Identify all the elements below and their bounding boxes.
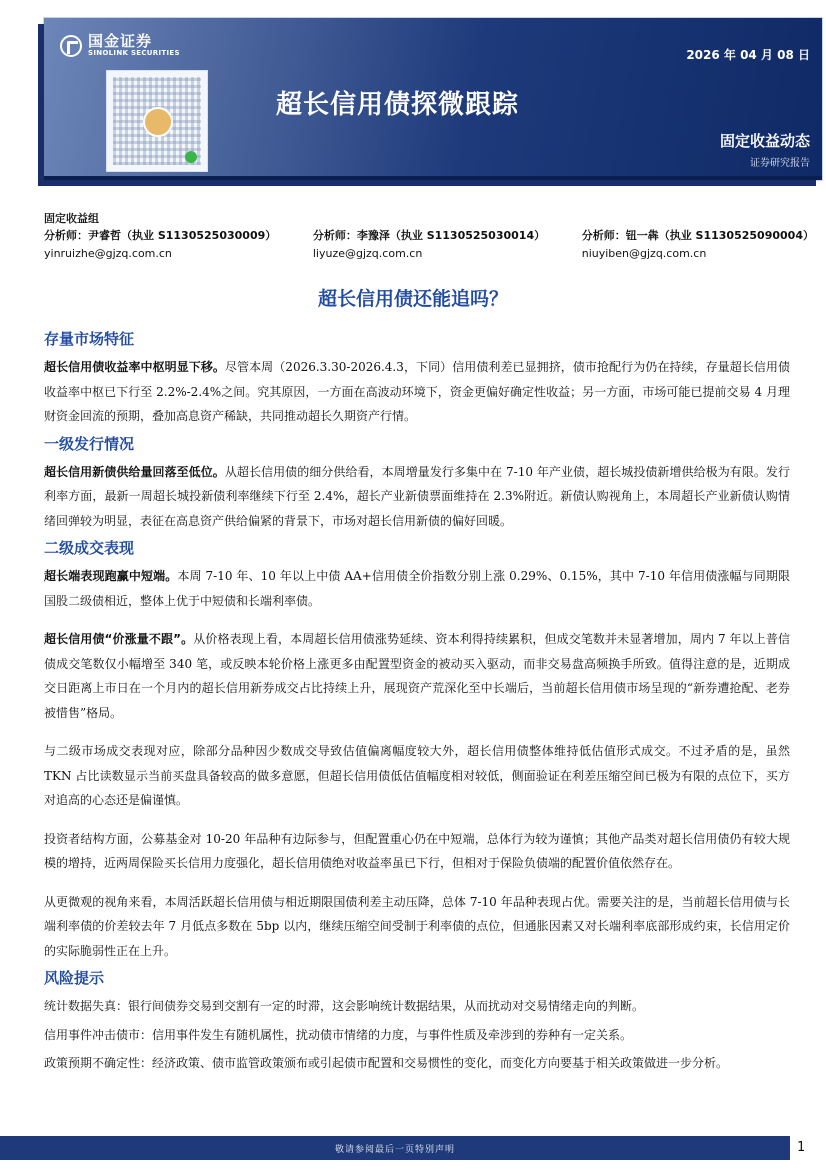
analyst-email[interactable]: liyuze@gjzq.com.cn [312, 247, 423, 260]
analyst-name: 分析师：尹睿哲（执业 S1130525030009） [44, 229, 277, 242]
report-date: 2026 年 04 月 08 日 [686, 48, 810, 62]
risk-item: 统计数据失真：银行间债券交易到交割有一定的时滞，这会影响统计数据结果，从而扰动对交易情绪走向的判断。 [44, 999, 645, 1013]
analyst-item [582, 227, 814, 260]
analyst-item [313, 227, 545, 260]
paragraph: 超长信用债收益率中枢明显下移。尽管本周（2026.3.30-2026.4.3，下同）信用债利差已显拥挤，债市抢配行为仍在持续，存量超长信用债收益率中枢已下行至 2.2%-2.4%之间。究其原因，一方面在高波动环境下，资金更偏好确定性收益；另一方面，市场可能已提前交易 4 月理财资金回流的预期，叠加高息资产稀缺，共同推动超长久期资产行情。 [44, 360, 790, 423]
analyst-name: 分析师：钮一犇（执业 S1130525090004） [581, 229, 814, 242]
report-type: 固定收益动态 [719, 132, 810, 150]
page-number: 1 [797, 1140, 806, 1155]
header-banner [44, 18, 822, 180]
qr-center-logo-icon [143, 107, 173, 137]
footer-disclaimer: 敬请参阅最后一页特别声明 [334, 1145, 455, 1155]
analyst-name: 分析师：李豫泽（执业 S1130525030014） [312, 229, 546, 242]
paragraph: 从更微观的视角来看，本周活跃超长信用债与相近期限国债利差主动压降，总体 7-10 年品种表现占优。需要关注的是，当前超长信用债与长端利率债的价差较去年 7 月低点多数在 5bp 以内，继续压缩空间受制于利率债的点位，但通胀因素又对长端利率底部形成约束，长信用定价的实际脆弱性正在上升。 [44, 894, 790, 958]
qr-code-icon [106, 70, 208, 172]
report-subtype: 证券研究报告 [750, 158, 810, 169]
section-heading-secondary: 二级成交表现 [44, 539, 135, 557]
analyst-email[interactable]: niuyiben@gjzq.com.cn [581, 247, 707, 260]
paragraph: 投资者结构方面，公募基金对 10-20 年品种有边际参与，但配置重心仍在中短端，总体行为较为谨慎；其他产品类对超长信用债仍有较大规模的增持，近两周保险买长信用力度强化，超长信用债绝对收益率虽已下行，但相对于保险负债端的配置价值依然存在。 [44, 831, 790, 870]
research-group: 固定收益组 [44, 212, 99, 225]
wechat-icon [185, 151, 197, 163]
paragraph-lead: 超长端表现跑赢中短端。 [44, 569, 178, 583]
paragraph-lead: 超长信用债“价涨量不跟”。 [44, 632, 194, 646]
logo-name-en: SINOLINK SECURITIES [88, 48, 180, 57]
risk-item: 政策预期不确定性：经济政策、债市监管政策颁布或引起债市配置和交易惯性的变化，而变化方向要基于相关政策做进一步分析。 [44, 1056, 729, 1070]
report-body [44, 328, 790, 1076]
paragraph-lead: 超长信用新债供给量回落至低位。 [44, 464, 225, 479]
banner-bottom-rule [44, 176, 822, 180]
paragraph-lead: 超长信用债收益率中枢明显下移。 [44, 360, 225, 374]
paragraph: 超长信用新债供给量回落至低位。从超长信用债的细分供给看，本周增量发行多集中在 7-10 年产业债，超长城投债新增供给极为有限。发行利率方面，最新一周超长城投新债利率继续下行至 2.4%，超长产业新债票面维持在 2.3%附近。新债认购视角上，本周超长产业新债认购情绪回弹较为明显，表征在高息资产供给偏紧的背景下，市场对超长信用新债的偏好回暖。 [44, 464, 790, 528]
section-heading-stock: 存量市场特征 [44, 330, 135, 348]
logo-name-cn: 国金证券 [88, 32, 153, 50]
analyst-list [44, 227, 814, 260]
analyst-item [44, 227, 276, 260]
series-title: 超长信用债探微跟踪 [276, 90, 520, 120]
section-heading-risk: 风险提示 [44, 969, 105, 987]
analyst-email[interactable]: yinruizhe@gjzq.com.cn [44, 247, 172, 260]
paragraph: 超长信用债“价涨量不跟”。从价格表现上看，本周超长信用债涨势延续、资本利得持续累积，但成交笔数并未显著增加，周内 7 年以上普信债成交笔数仅小幅增至 340 笔，或反映本轮价格上涨更多由配置型资金的被动买入驱动，而非交易盘高频换手所致。值得注意的是，近期成交日距离上市日在一个月内的超长信用新券成交占比持续上升，展现资产荒深化至中长端后，当前超长信用债市场呈现的“新券遭抢配、老券被惜售”格局。 [44, 632, 790, 720]
report-title: 超长信用债还能追吗？ [317, 288, 508, 310]
paragraph: 超长端表现跑赢中短端。本周 7-10 年、10 年以上中债 AA+信用债全价指数分别上涨 0.29%、0.15%，其中 7-10 年信用债涨幅与同期限国股二级债相近，整体上优于中短债和长端利率债。 [44, 569, 790, 608]
company-logo [60, 34, 180, 57]
risk-item: 信用事件冲击债市：信用事件发生有随机属性，扰动债市情绪的力度，与事件性质及牵涉到的券种有一定关系。 [44, 1027, 633, 1042]
paragraph: 与二级市场成交表现对应，除部分品种因少数成交导致估值偏离幅度较大外，超长信用债整体维持低估值形式成交。不过矛盾的是，虽然 TKN 占比读数显示当前买盘具备较高的做多意愿，但超长信用债低估值幅度相对较低，侧面验证在利差压缩空间已极为有限的点位下，买方对追高的心态还是偏谨慎。 [44, 744, 790, 807]
logo-mark-icon [60, 35, 82, 57]
section-heading-primary: 一级发行情况 [44, 434, 135, 453]
